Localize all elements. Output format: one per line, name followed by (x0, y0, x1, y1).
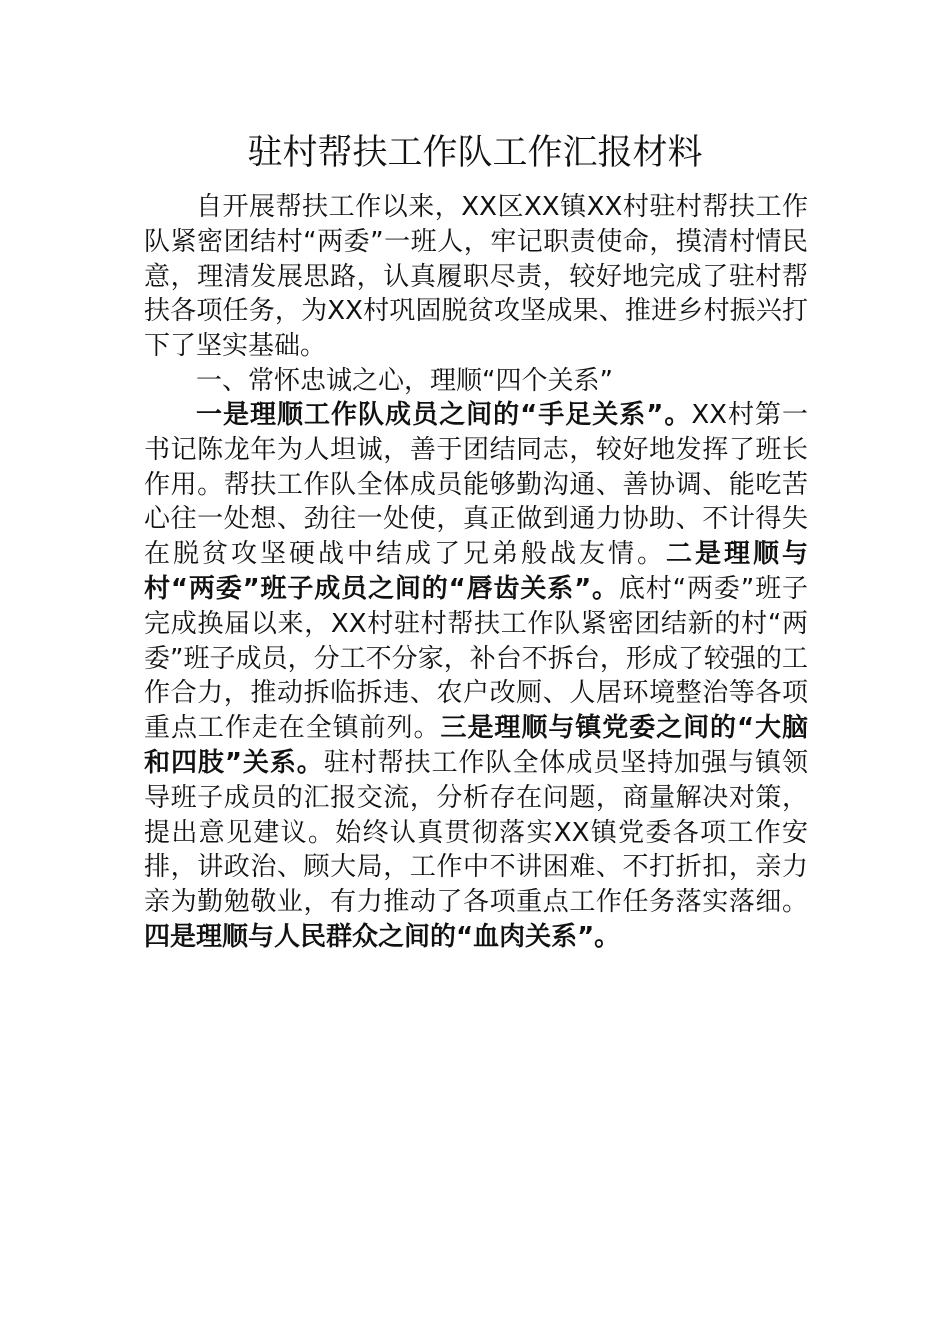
section-1-heading: 一、常怀忠诚之心，理顺“四个关系” (196, 366, 613, 396)
point-1-bold-lead: 一是理顺工作队成员之间的“手足关系”。 (196, 400, 692, 430)
section-heading-block (144, 364, 808, 399)
point-1-text: XX村第一书记陈龙年为人坦诚，善于团结同志，较好地发挥了班长作用。帮扶工作队全体成员能够勤沟通、善协调、能吃苦心往一处想、劲往一处使，真正做到通力协助、不计得失在脱贫攻坚硬战中结成了兄弟般战友情。 (144, 400, 808, 570)
intro-paragraph: 自开展帮扶工作以来，XX区XX镇XX村驻村帮扶工作队紧密团结村“两委”一班人，牢记职责使命，摸清村情民意，理清发展思路，认真履职尽责，较好地完成了驻村帮扶各项任务，为XX村巩固脱贫攻坚成果、推进乡村振兴打下了坚实基础。 (144, 192, 808, 362)
section-1-body-block (144, 398, 808, 955)
point-3-text: 驻村帮扶工作队全体成员坚持加强与镇领导班子成员的汇报交流，分析存在问题，商量解决对策，提出意见建议。始终认真贯彻落实XX镇党委各项工作安排，讲政治、顾大局，工作中不讲困难、不打折扣，亲力亲为勤勉敬业，有力推动了各项重点工作任务落实落细。 (144, 747, 808, 918)
section-1-paragraph (144, 398, 808, 955)
document-title: 驻村帮扶工作队工作汇报材料 (247, 133, 703, 173)
point-3-bold-lead: 三是理顺与镇党委之间的“大脑和四肢”关系。 (144, 713, 808, 778)
intro-paragraph-block (144, 190, 808, 364)
point-2-text: 底村“两委”班子完成换届以来，XX村驻村帮扶工作队紧密团结新的村“两委”班子成员，分工不分家，补台不拆台，形成了较强的工作合力，推动拆临拆违、农户改厕、人居环境整治等各项重点工作走在全镇前列。 (144, 573, 808, 744)
point-4-bold-lead: 四是理顺与人民群众之间的“血肉关系”。 (144, 921, 621, 952)
point-2-bold-lead: 二是理顺与村“两委”班子成员之间的“唇齿关系”。 (144, 539, 808, 604)
